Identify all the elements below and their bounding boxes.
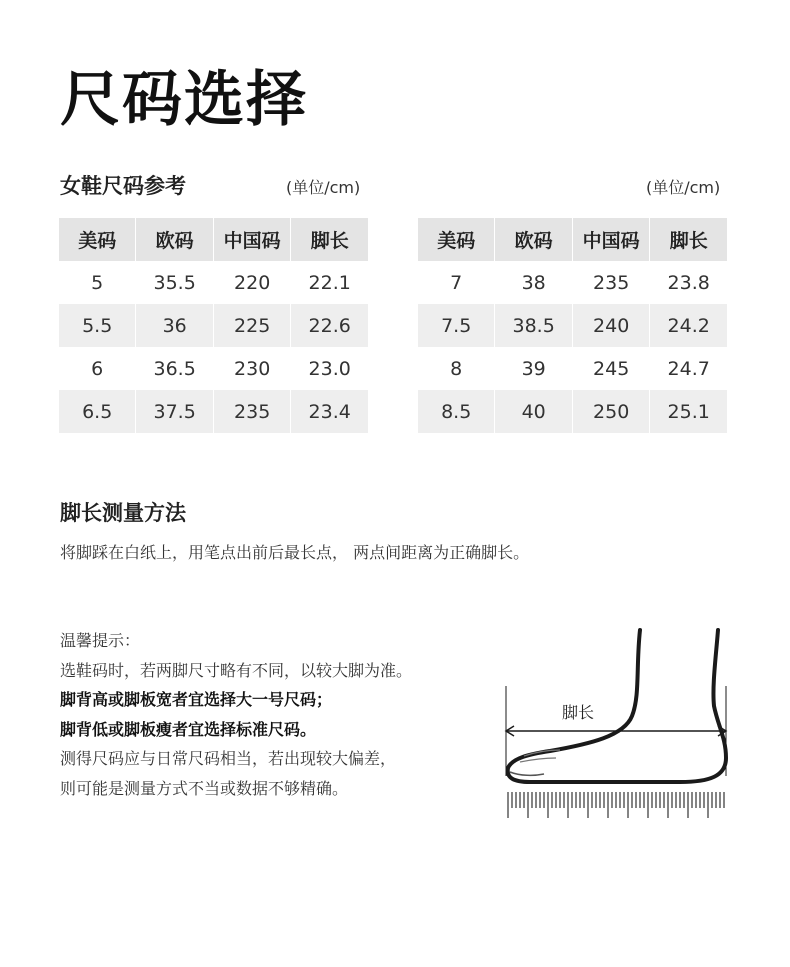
cell-eu: 40 (495, 390, 573, 433)
cell-cn: 235 (213, 390, 290, 433)
col-cn-size: 中国码 (572, 218, 649, 261)
tips-line: 则可能是测量方式不当或数据不够精确。 (60, 778, 349, 798)
cell-length: 23.0 (291, 347, 369, 390)
cell-us: 7.5 (418, 304, 495, 347)
cell-cn: 220 (213, 261, 290, 304)
cell-us: 6 (59, 347, 136, 390)
tips-line-bold: 脚背低或脚板瘦者宜选择标准尺码。 (60, 719, 317, 739)
table-header-row (59, 218, 369, 261)
unit-label-right: (单位/cm) (646, 178, 721, 197)
size-chart-title: 女鞋尺码参考 (60, 174, 186, 198)
cell-us: 5 (59, 261, 136, 304)
cell-us: 8 (418, 347, 495, 390)
table-row (59, 261, 369, 304)
cell-us: 8.5 (418, 390, 495, 433)
size-table-left (59, 218, 369, 433)
cell-eu: 37.5 (136, 390, 214, 433)
measure-method-title: 脚长测量方法 (60, 501, 186, 525)
tips-line-bold: 脚背高或脚板宽者宜选择大一号尺码； (60, 690, 333, 709)
size-table-right (418, 218, 728, 433)
cell-eu: 36 (136, 304, 214, 347)
unit-label-left: (单位/cm) (286, 178, 361, 197)
table-row (418, 304, 728, 347)
ruler-icon (508, 792, 724, 818)
col-cn-size: 中国码 (213, 218, 290, 261)
cell-length: 22.1 (291, 261, 369, 304)
cell-cn: 230 (213, 347, 290, 390)
cell-eu: 39 (495, 347, 573, 390)
foot-length-label: 脚长 (561, 703, 595, 722)
table-row (418, 390, 728, 433)
cell-eu: 35.5 (136, 261, 214, 304)
cell-length: 24.2 (650, 304, 728, 347)
col-eu-size: 欧码 (136, 218, 214, 261)
cell-length: 25.1 (650, 390, 728, 433)
table-row (59, 390, 369, 433)
cell-cn: 235 (572, 261, 649, 304)
tips-line: 测得尺码应与日常尺码相当，若出现较大偏差， (60, 749, 397, 768)
cell-length: 23.4 (291, 390, 369, 433)
tips-block (60, 626, 412, 803)
page-title: 尺码选择 (60, 65, 308, 135)
table-row (59, 347, 369, 390)
foot-illustration (500, 626, 732, 826)
table-row (418, 347, 728, 390)
cell-eu: 36.5 (136, 347, 214, 390)
measure-method-text: 将脚踩在白纸上，用笔点出前后最长点， 两点间距离为正确脚长。 (60, 543, 530, 562)
col-eu-size: 欧码 (495, 218, 573, 261)
cell-cn: 250 (572, 390, 649, 433)
cell-cn: 225 (213, 304, 290, 347)
cell-length: 23.8 (650, 261, 728, 304)
cell-length: 24.7 (650, 347, 728, 390)
tips-line: 选鞋码时，若两脚尺寸略有不同，以较大脚为准。 (60, 660, 413, 680)
col-us-size: 美码 (59, 218, 136, 261)
table-row (59, 304, 369, 347)
cell-eu: 38 (495, 261, 573, 304)
col-foot-length: 脚长 (291, 218, 369, 261)
cell-cn: 240 (572, 304, 649, 347)
foot-measure-icon (500, 626, 732, 826)
cell-us: 5.5 (59, 304, 136, 347)
cell-length: 22.6 (291, 304, 369, 347)
cell-cn: 245 (572, 347, 649, 390)
cell-us: 6.5 (59, 390, 136, 433)
cell-us: 7 (418, 261, 495, 304)
table-row (418, 261, 728, 304)
col-foot-length: 脚长 (650, 218, 728, 261)
cell-eu: 38.5 (495, 304, 573, 347)
tips-heading: 温馨提示： (60, 631, 141, 650)
table-header-row (418, 218, 728, 261)
col-us-size: 美码 (418, 218, 495, 261)
